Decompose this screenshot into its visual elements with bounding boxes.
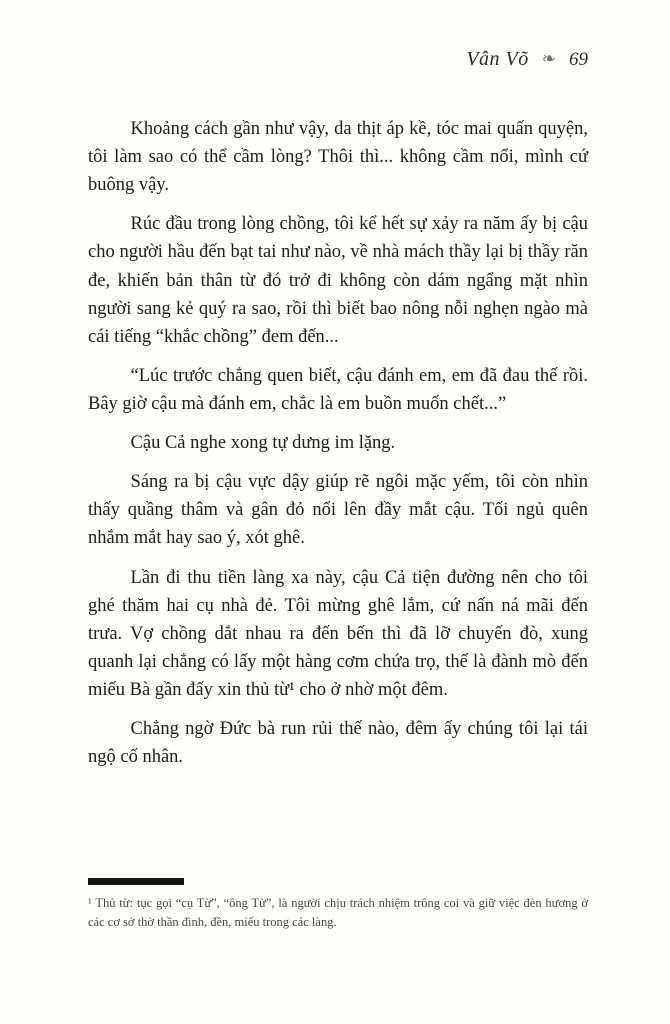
page-header (88, 48, 588, 71)
paragraph: Cậu Cả nghe xong tự dưng im lặng. (130, 433, 396, 454)
ornament-icon: ❧ (541, 49, 556, 68)
paragraph: Sáng ra bị cậu vực dậy giúp rẽ ngôi mặc yếm, tôi còn nhìn thấy quầng thâm và gân đỏ nổi lên đầy mắt cậu. Tối ngủ quên nhắm mắt hay sao ý, xót ghê. (88, 472, 588, 549)
paragraph: Rúc đầu trong lòng chồng, tôi kể hết sự xảy ra năm ấy bị cậu cho người hầu đến bạt tai như nào, về nhà mách thầy lại bị thầy răn đe, khiến bản thân từ đó trở đi không còn dám ngẩng mặt nhìn người sang kẻ quý ra sao, rồi thì biết bao nông nỗi nghẹn ngào mà cái tiếng “khắc chồng” đem đến... (88, 214, 588, 347)
footnote-area (88, 878, 588, 933)
paragraph: Chẳng ngờ Đức bà run rủi thế nào, đêm ấy chúng tôi lại tái ngộ cố nhân. (88, 719, 588, 768)
footnote-text: ¹ Thủ từ: tục gọi “cụ Từ”, “ông Từ”, là người chịu trách nhiệm trông coi và giữ việc đèn hương ở các cơ sở thờ thần đình, đền, miếu trong các làng. (88, 896, 588, 930)
paragraph: Khoảng cách gần như vậy, da thịt áp kề, tóc mai quấn quyện, tôi làm sao có thể cầm lòng? Thôi thì... không cầm nổi, mình cứ buông vậy. (88, 119, 588, 196)
page-number: 69 (569, 49, 588, 70)
page-body (88, 115, 588, 771)
paragraph: “Lúc trước chẳng quen biết, cậu đánh em, em đã đau thế rồi. Bây giờ cậu mà đánh em, chắc là em buồn muốn chết...” (88, 365, 588, 414)
running-title: Vân Võ (466, 48, 529, 70)
footnote-rule (88, 878, 184, 885)
paragraph: Lần đi thu tiền làng xa này, cậu Cả tiện đường nên cho tôi ghé thăm hai cụ nhà đẻ. Tôi mừng ghê lắm, cứ nấn ná mãi đến trưa. Vợ chồng dắt nhau ra đến bến thì đã lỡ chuyến đò, xung quanh lại chẳng có lấy một hàng cơm chứa trọ, thế là đành mò đến miếu Bà gần đấy xin thủ từ¹ cho ở nhờ một đêm. (88, 567, 588, 700)
